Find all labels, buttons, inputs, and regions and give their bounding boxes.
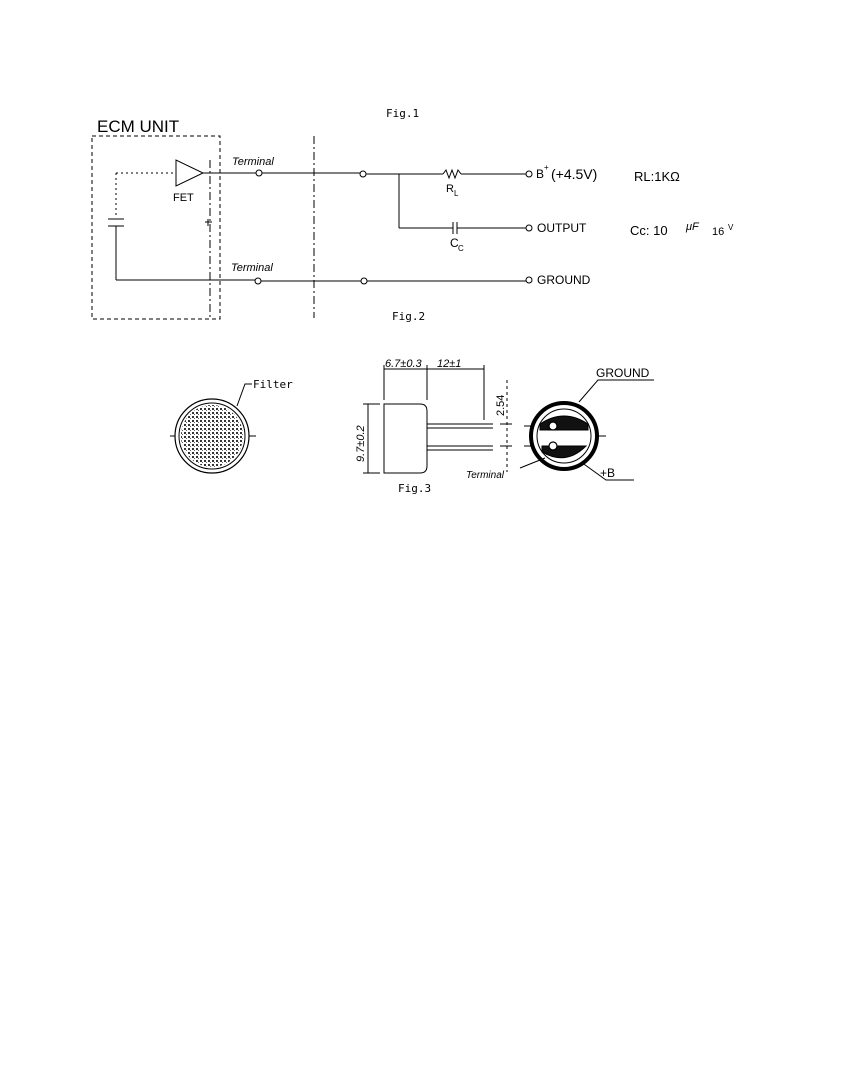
bplus-label: B <box>536 167 545 181</box>
rear-bplus-label: +B <box>600 466 616 480</box>
rl-resistor <box>443 170 461 178</box>
filter-leader-line <box>237 384 252 406</box>
rear-pad-ground <box>540 416 588 430</box>
terminal-top-node <box>256 170 262 176</box>
dim-lead: 12±1 <box>437 358 462 370</box>
bplus-node <box>526 171 532 177</box>
filter-mesh <box>181 405 243 467</box>
rear-pin-top <box>549 422 557 430</box>
ecm-unit-box <box>92 136 220 319</box>
ground-node <box>526 277 532 283</box>
dim-length: 6.7±0.3 <box>385 358 422 370</box>
cc-spec-prefix: Cc: 10 <box>630 223 668 238</box>
cc-spec-v: V <box>728 223 734 232</box>
terminal-top-label: Terminal <box>232 156 274 168</box>
filter-label: Filter <box>253 378 293 391</box>
terminal-bottom-label: Terminal <box>231 262 273 274</box>
rear-pin-bottom <box>549 442 557 450</box>
fig2-caption: Fig.2 <box>392 310 426 323</box>
rl-symbol: R <box>446 183 454 195</box>
bplus-value: (+4.5V) <box>551 166 598 182</box>
output-node <box>526 225 532 231</box>
rear-outer-ring <box>531 403 597 469</box>
connector-bottom-node <box>361 278 367 284</box>
fig3-caption: Fig.3 <box>398 482 432 495</box>
capsule-body <box>384 404 427 473</box>
ground-label: GROUND <box>537 273 591 287</box>
fig3-rear-view <box>520 380 654 480</box>
output-label: OUTPUT <box>537 221 587 235</box>
fig3-side-view <box>363 365 512 473</box>
rl-spec: RL:1KΩ <box>634 169 680 184</box>
rear-terminal-label: Terminal <box>466 470 504 481</box>
cc-spec-unit: μF <box>686 221 699 233</box>
rear-ground-label: GROUND <box>596 366 650 380</box>
connector-top-node <box>360 171 366 177</box>
ecm-unit-label: ECM UNIT <box>97 117 180 136</box>
fig1-circuit <box>92 136 532 319</box>
cc-subscript: C <box>458 244 464 253</box>
ground-leader <box>579 380 654 402</box>
terminal-leader <box>520 458 545 468</box>
rl-subscript: L <box>454 189 459 198</box>
rear-pad-terminal <box>542 446 586 458</box>
terminal-bottom-node <box>255 278 261 284</box>
fet-label: FET <box>173 192 194 204</box>
fig1-caption: Fig.1 <box>386 107 420 120</box>
cc-symbol: C <box>450 236 459 250</box>
fet-symbol <box>176 160 203 186</box>
cc-spec-voltage: 16 <box>712 226 725 238</box>
bplus-sup: + <box>544 163 549 172</box>
dim-pitch: 2.54 <box>495 394 507 416</box>
dim-diameter: 9.7±0.2 <box>355 425 367 462</box>
fig2-filter-view <box>170 384 256 473</box>
